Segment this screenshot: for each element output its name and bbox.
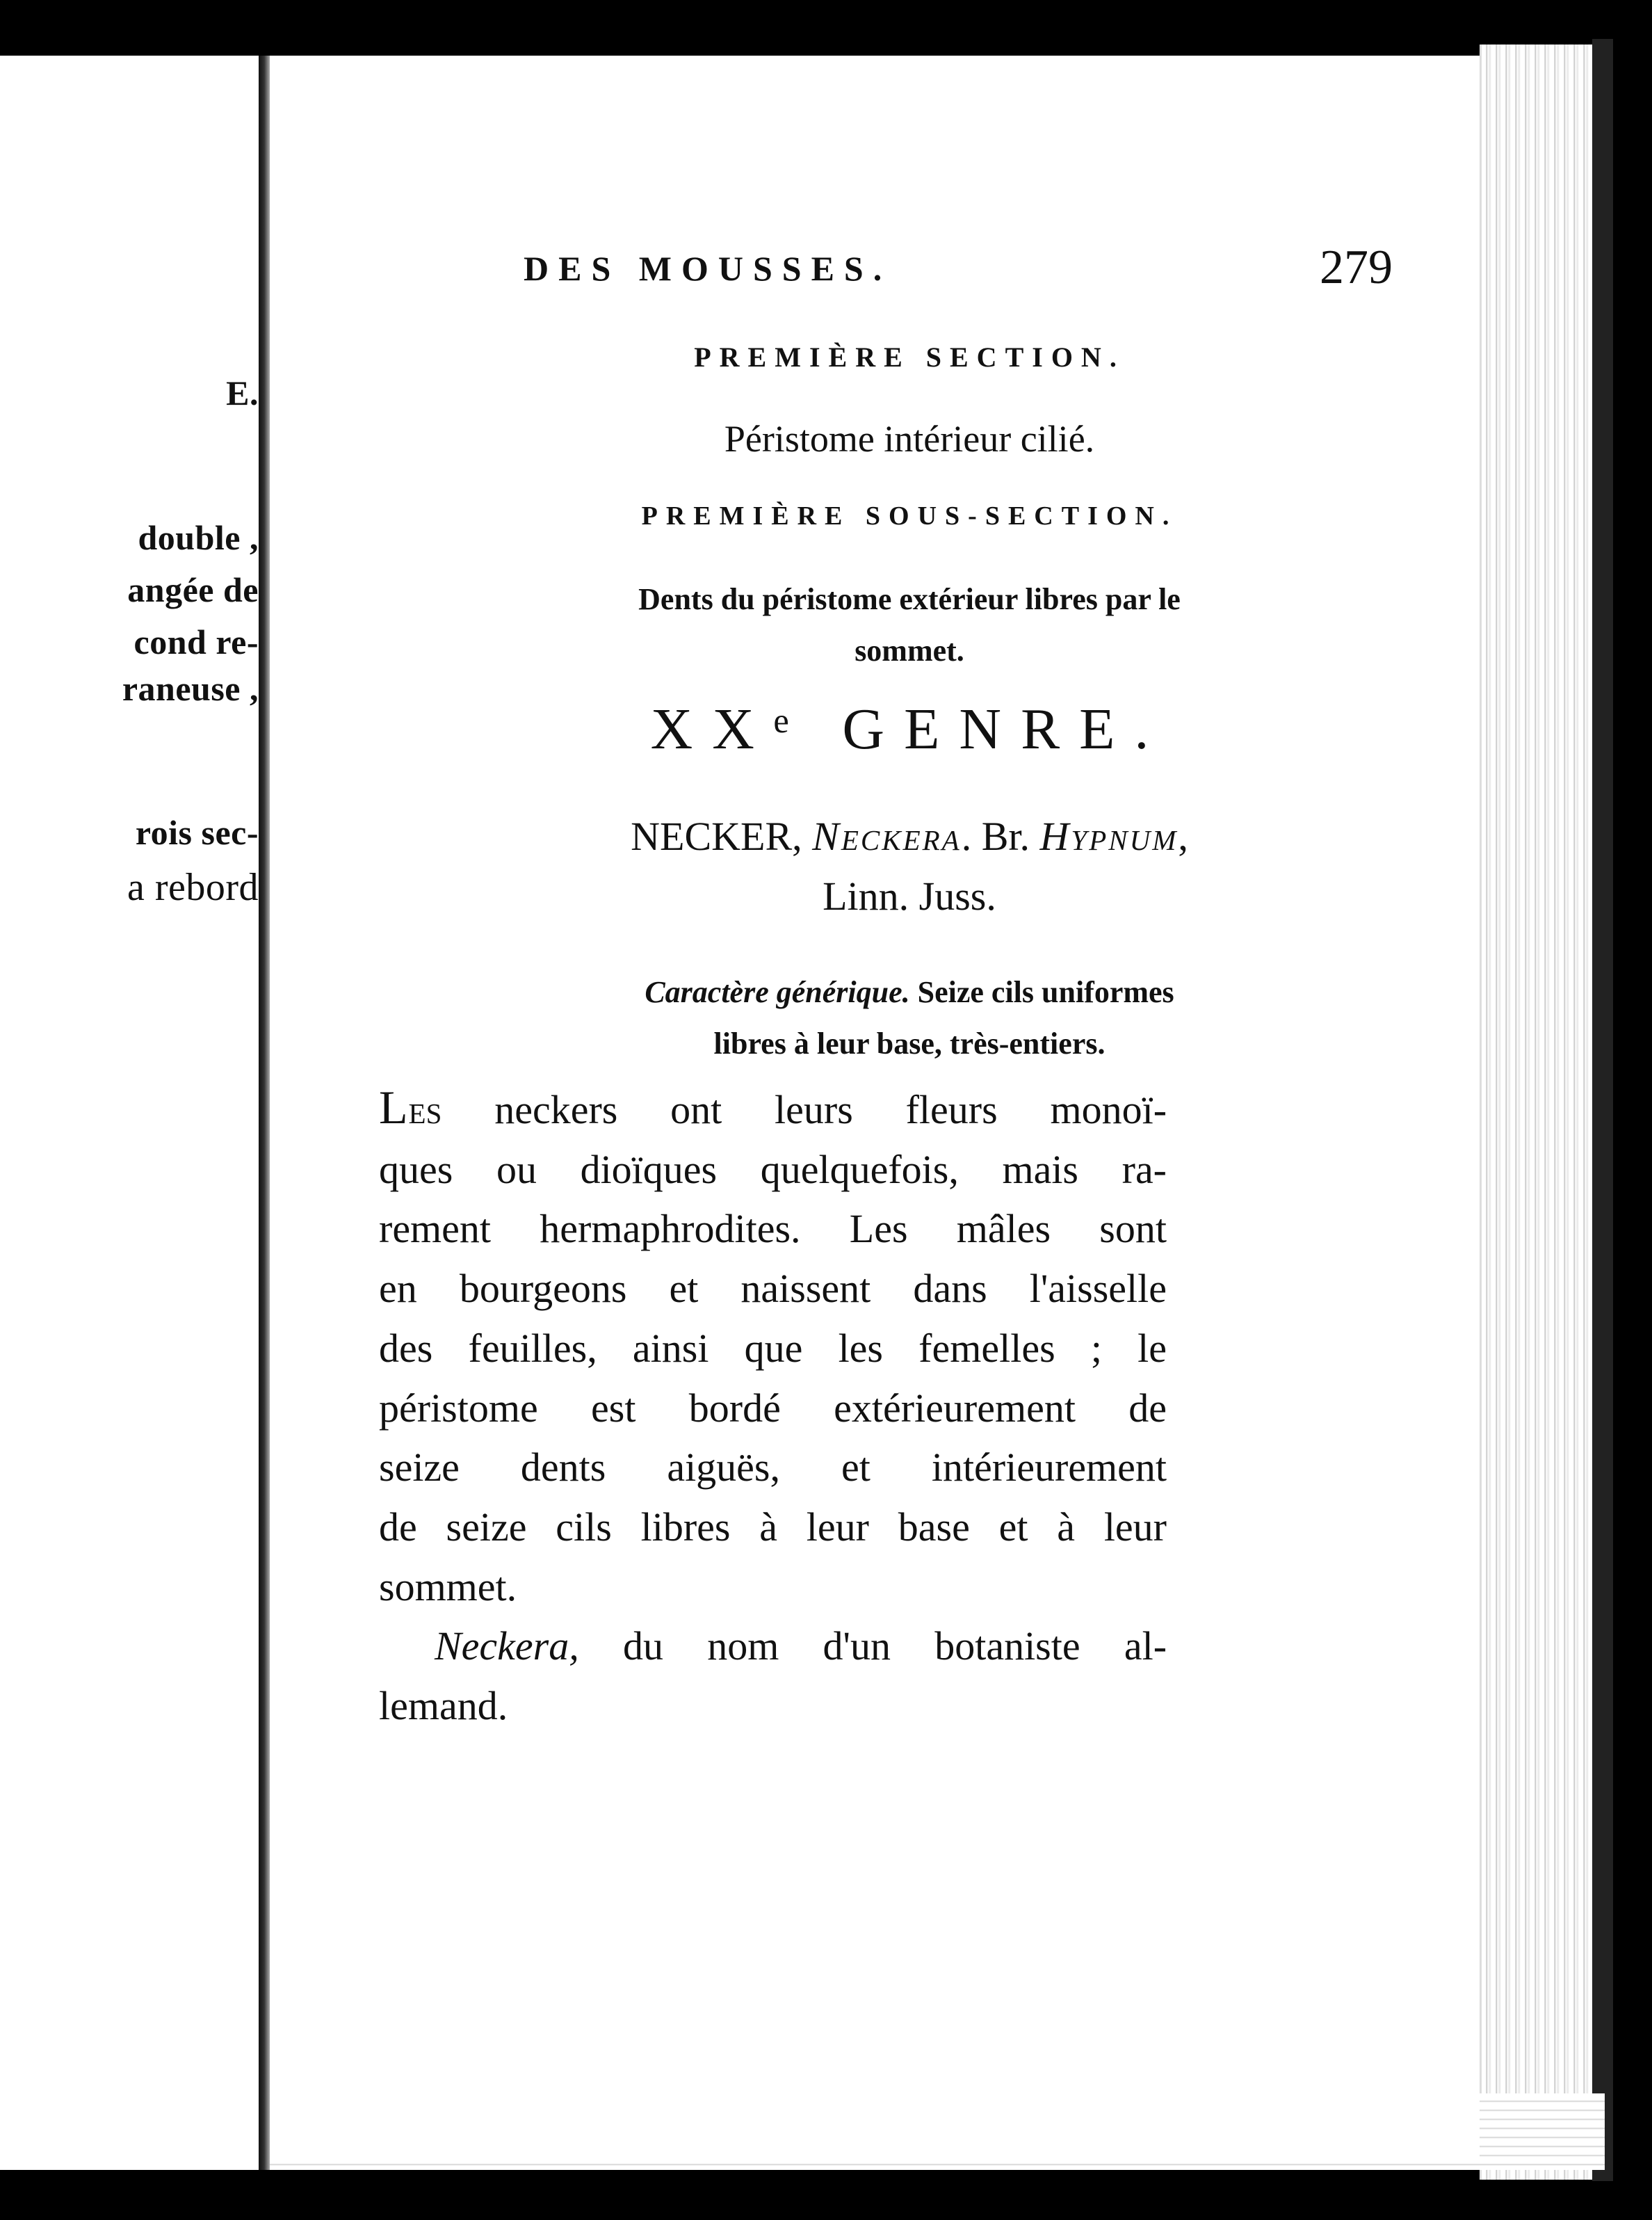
genus-authority: Br.	[981, 814, 1030, 859]
left-page-fragment: cond re-	[133, 622, 259, 661]
section-description: Péristome intérieur cilié.	[724, 418, 1095, 460]
genus-name-line: NECKER, Neckera. Br. Hypnum,	[631, 814, 1188, 859]
left-page-fragment: double ,	[138, 518, 259, 557]
page-edges	[1480, 45, 1607, 2180]
generic-character-text: Seize cils uniformes	[917, 975, 1174, 1009]
left-page-fragment: a rebord	[127, 866, 259, 909]
left-page-fragment: raneuse ,	[122, 669, 259, 708]
section-heading: PREMIÈRE SECTION.	[694, 341, 1125, 373]
body-line-text: du nom d'un botaniste al-	[622, 1623, 1167, 1669]
genus-name: NECKER	[631, 814, 793, 859]
book-gutter	[259, 56, 270, 2170]
drop-initial: L	[379, 1081, 409, 1134]
left-page	[0, 56, 259, 2170]
genus-heading: XXᵉ GENRE.	[650, 697, 1169, 762]
body-line	[379, 1616, 1167, 1676]
subsection-description	[360, 574, 1459, 677]
subsection-description-line: sommet.	[855, 634, 964, 668]
genus-latin-name: Neckera	[812, 814, 962, 859]
generic-character-label: Caractère générique.	[645, 975, 910, 1009]
body-line: sommet.	[379, 1563, 517, 1609]
paragraph2-italic: Neckera,	[435, 1623, 579, 1669]
body-line: ques ou dioïques quelquefois, mais ra-	[379, 1146, 1167, 1192]
body-line: en bourgeons et naissent dans l'aisselle	[379, 1266, 1167, 1312]
left-page-fragment: rois sec-	[135, 813, 259, 852]
body-line	[379, 1078, 1167, 1140]
running-header	[524, 240, 1427, 296]
body-line-text: neckers ont leurs fleurs monoï-	[494, 1087, 1167, 1132]
right-page	[270, 56, 1480, 2163]
subsection-description-line: Dents du péristome extérieur libres par le	[638, 582, 1181, 616]
body-line: péristome est bordé extérieurement de	[379, 1385, 1167, 1431]
generic-character-line: libres à leur base, très-entiers.	[713, 1027, 1106, 1061]
page-number: 279	[1320, 241, 1393, 294]
body-line: lemand.	[379, 1683, 508, 1729]
generic-character-line	[360, 967, 1459, 1018]
genus-name-block	[360, 807, 1459, 926]
left-page-fragment: angée de	[127, 570, 259, 609]
left-page-fragment: E.	[226, 373, 259, 412]
genus-synonym: Hypnum	[1039, 814, 1179, 859]
body-text	[379, 1078, 1167, 1736]
book-cover-edge	[1592, 39, 1613, 2181]
body-line: des feuilles, ainsi que les femelles ; le	[379, 1325, 1167, 1371]
body-line: de seize cils libres à leur base et à leur	[379, 1504, 1167, 1550]
genus-synonym-authority: Linn. Juss.	[823, 874, 996, 919]
initial-rest: es	[408, 1087, 442, 1132]
generic-character	[360, 967, 1459, 1070]
body-line: rement hermaphrodites. Les mâles sont	[379, 1206, 1167, 1252]
body-line: seize dents aiguës, et intérieurement	[379, 1445, 1167, 1490]
subsection-heading: PREMIÈRE SOUS-SECTION.	[641, 501, 1178, 531]
running-title: DES MOUSSES.	[524, 249, 892, 288]
